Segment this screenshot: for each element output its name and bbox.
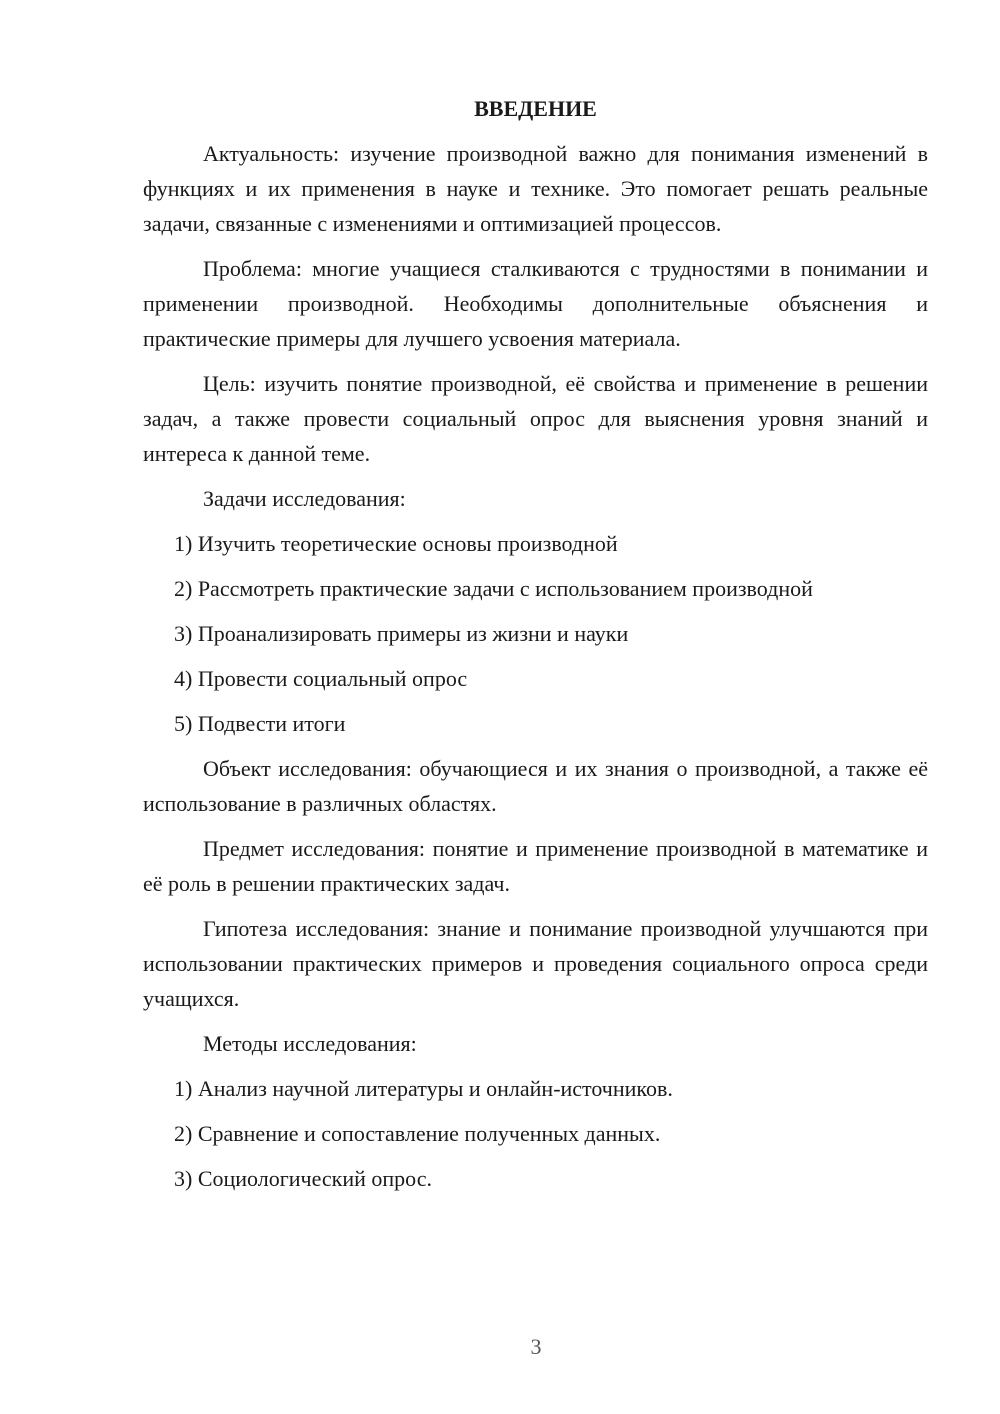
list-item: 1) Анализ научной литературы и онлайн-источников. <box>174 1076 673 1101</box>
page-number: 3 <box>530 1334 542 1359</box>
list-item: 2) Рассмотреть практические задачи с использованием производной <box>174 576 813 601</box>
page-title: ВВЕДЕНИЕ <box>474 96 597 121</box>
list-item: 3) Социологический опрос. <box>174 1166 432 1191</box>
goal-paragraph: Цель: изучить понятие производной, её свойства и применение в решении задач, а также провести социальный опрос для выяснения уровня знаний и интереса к данной теме. <box>143 371 928 466</box>
problem-paragraph: Проблема: многие учащиеся сталкиваются с трудностями в понимании и применении производной. Необходимы дополнительные объяснения и практические примеры для лучшего усвоения материала. <box>143 256 928 351</box>
list-item: 1) Изучить теоретические основы производной <box>174 531 618 556</box>
list-item: 3) Проанализировать примеры из жизни и науки <box>174 621 629 646</box>
subject-paragraph: Предмет исследования: понятие и применение производной в математике и её роль в решении практических задач. <box>143 836 928 896</box>
relevance-paragraph: Актуальность: изучение производной важно для понимания изменений в функциях и их применения в науке и технике. Это помогает решать реальные задачи, связанные с изменениями и оптимизацией процессов. <box>143 141 928 236</box>
list-item: 5) Подвести итоги <box>174 711 346 736</box>
list-item: 2) Сравнение и сопоставление полученных данных. <box>174 1121 661 1146</box>
methods-heading: Методы исследования: <box>203 1031 417 1056</box>
object-paragraph: Объект исследования: обучающиеся и их знания о производной, а также её использование в различных областях. <box>143 756 928 816</box>
hypothesis-paragraph: Гипотеза исследования: знание и понимание производной улучшаются при использовании практических примеров и проведения социального опроса среди учащихся. <box>143 916 928 1011</box>
tasks-heading: Задачи исследования: <box>203 486 406 511</box>
document-page <box>143 94 928 1206</box>
list-item: 4) Провести социальный опрос <box>174 666 468 691</box>
tasks-list <box>143 526 928 741</box>
methods-list <box>143 1071 928 1196</box>
